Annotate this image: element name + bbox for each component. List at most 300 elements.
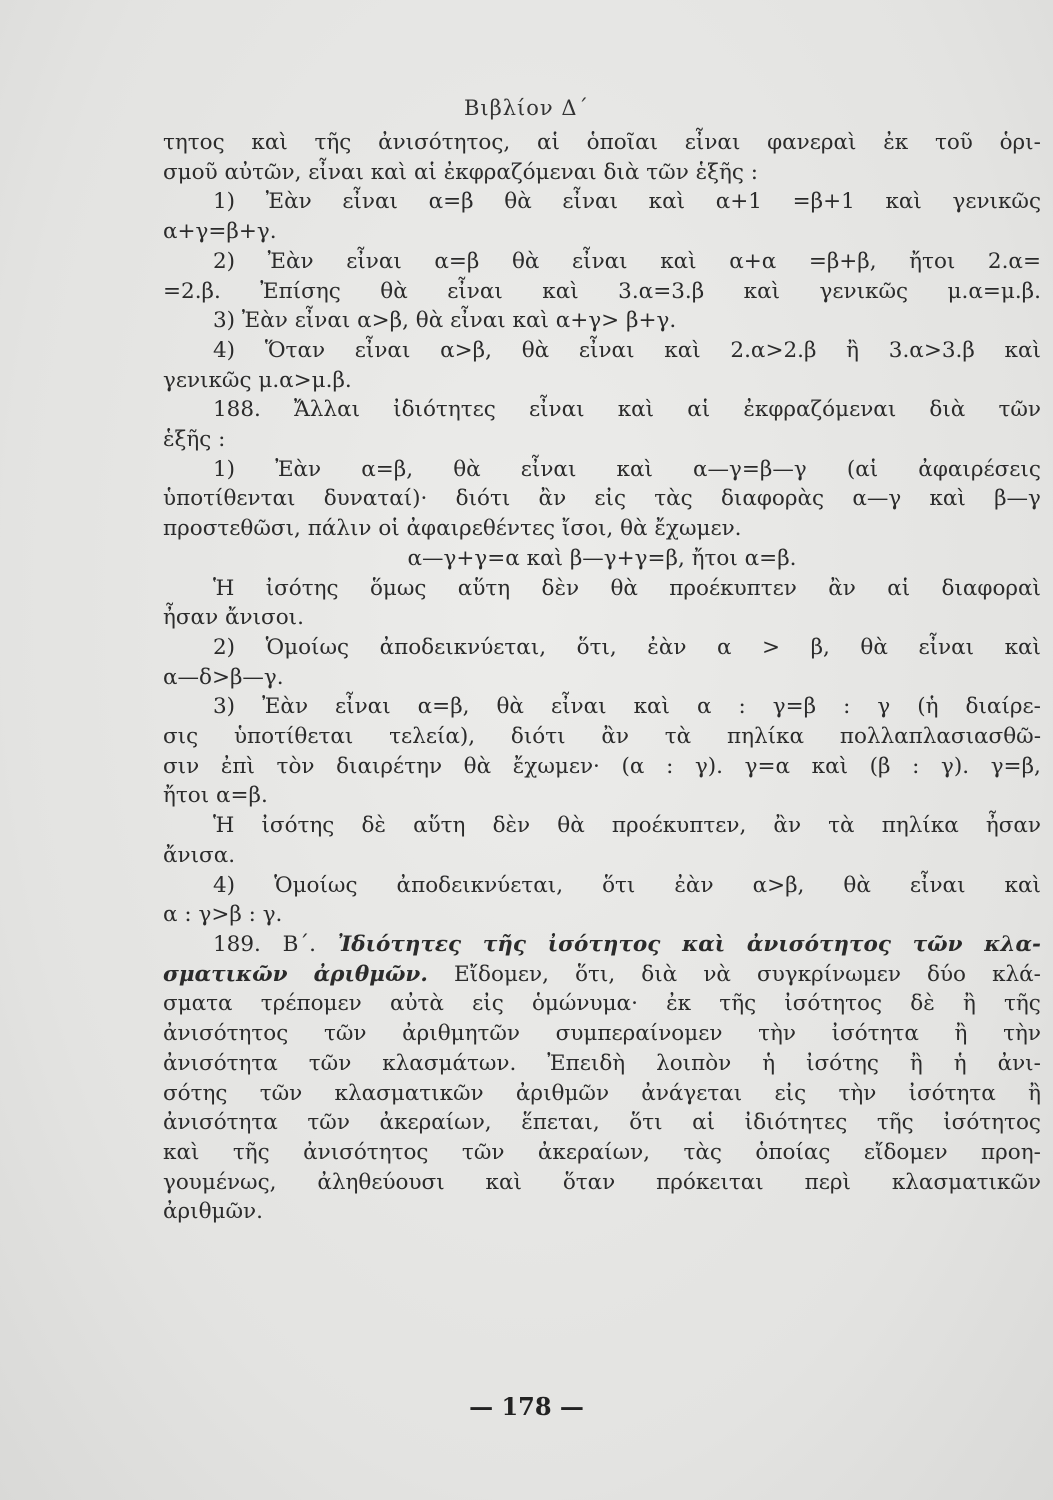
word: ὑποτίθεται: [233, 724, 354, 750]
word: α=β.: [216, 783, 268, 809]
word: εἶναι: [550, 694, 607, 720]
word: ἡ: [953, 1050, 967, 1076]
word: α: [716, 634, 732, 660]
text-line: [163, 1197, 1041, 1227]
word: 3): [213, 308, 236, 334]
word: καὶ: [811, 753, 849, 779]
word: αἱ: [887, 575, 911, 601]
word: ἂν: [773, 813, 802, 839]
word: :: [218, 427, 226, 453]
word: Ἐπίσης: [260, 278, 341, 304]
word: ἀνισότητος: [746, 931, 891, 957]
word: τελεία),: [389, 724, 476, 750]
word: ὁμώνυμα·: [531, 991, 638, 1017]
word: κλασμάτων.: [382, 1050, 517, 1076]
word: κλά-: [992, 961, 1041, 987]
word: σιν: [163, 753, 200, 779]
word: καὶ: [660, 248, 697, 274]
word: λοιπὸν: [656, 1050, 732, 1076]
word: ἀριθμῶν.: [313, 961, 428, 987]
word: εἶναι: [572, 248, 628, 274]
word: καὶ: [1004, 634, 1041, 660]
word: τῆς: [719, 991, 757, 1017]
word: ἐὰν: [647, 634, 687, 660]
word: καὶ: [485, 1169, 522, 1195]
word: ὁρι-: [999, 130, 1041, 155]
word: καὶ: [664, 337, 701, 363]
word: εἶναι: [354, 337, 411, 363]
word: καὶ: [885, 189, 922, 215]
word: συμπεραίνομεν: [555, 1021, 723, 1047]
word: ὁποῖαι: [586, 130, 659, 155]
word: δύο: [927, 961, 966, 987]
text-line: [163, 841, 1041, 871]
word: γ: [877, 694, 891, 720]
word: α—γ: [852, 486, 902, 512]
word: διαίρε-: [965, 694, 1041, 720]
word: ἰσότητα: [831, 1021, 919, 1047]
word: αἱ: [413, 159, 437, 185]
word: ἐκφραζόμεναι: [443, 159, 597, 185]
word: 2.α=: [987, 248, 1041, 274]
word: α>β,: [357, 308, 409, 334]
word: καὶ: [526, 545, 564, 571]
word: Ὅταν: [264, 337, 326, 363]
word: δὲν: [492, 813, 531, 839]
word: τῆς: [482, 931, 527, 957]
text-line: [163, 1019, 1041, 1049]
word: ἦσαν: [163, 605, 219, 631]
word: :: [248, 902, 256, 928]
word: α+1: [715, 189, 762, 215]
word: καὶ: [251, 130, 288, 155]
word: τὸν: [276, 753, 315, 779]
word: ἐὰν: [674, 872, 714, 898]
word: γενικῶς: [952, 189, 1041, 215]
word: Ἐὰν: [241, 308, 288, 334]
page-body-text: [163, 128, 1041, 1227]
word: τῶν: [259, 1080, 303, 1106]
page-number: — 178 —: [469, 1392, 584, 1421]
word: ἀνάγεται: [641, 1080, 743, 1106]
word: ἀνισότητος: [163, 1021, 289, 1047]
word: γ).: [694, 753, 724, 779]
word: 189.: [213, 931, 261, 957]
word: ἀποδεικνύεται,: [379, 634, 547, 660]
word: 2): [213, 248, 236, 274]
word: α—δ>β—γ.: [163, 664, 284, 690]
word: εἶναι: [578, 337, 635, 363]
word: ἤτοι: [163, 783, 210, 809]
word: ὁποίας: [755, 1139, 831, 1165]
word: θὰ: [610, 575, 638, 601]
word: θὰ: [463, 753, 492, 779]
word: :: [912, 753, 920, 779]
word: θὰ: [504, 189, 532, 215]
word: εἶναι: [346, 248, 402, 274]
word: Ἡ: [213, 813, 235, 839]
word: προέκυπτεν,: [611, 813, 747, 839]
word: Ἐὰν: [265, 189, 312, 215]
word: κλασματικῶν: [334, 1080, 484, 1106]
word: καὶ: [512, 308, 549, 334]
word: προη-: [981, 1139, 1041, 1165]
word: ἀνισότητα: [163, 1050, 278, 1076]
word: ἄνισοι.: [225, 605, 304, 631]
word: πηλίκα: [726, 724, 805, 750]
word: τὰ: [664, 724, 692, 750]
text-line: [163, 514, 1041, 544]
word: καὶ: [1004, 872, 1041, 898]
word: :: [666, 753, 674, 779]
text-line: [163, 544, 1041, 574]
word: Ἐὰν: [275, 456, 322, 482]
text-line: [163, 425, 1041, 455]
word: αὕτη: [413, 813, 466, 839]
word: καὶ: [616, 456, 653, 482]
word: διαφοραὶ: [941, 575, 1041, 601]
word: πηλίκα: [881, 813, 959, 839]
word: :: [184, 902, 192, 928]
text-line: [163, 811, 1041, 841]
word: αἱ: [692, 1110, 716, 1136]
word: β—γ: [994, 486, 1041, 512]
word: α=β: [434, 248, 480, 274]
word: 3.α>3.β: [888, 337, 975, 363]
text-line: [163, 484, 1041, 514]
word: εἰς: [472, 991, 504, 1017]
word: δὲ: [910, 991, 935, 1017]
word: ἐκ: [666, 991, 692, 1017]
word: ἰσότης: [265, 575, 339, 601]
text-line: [163, 781, 1041, 811]
text-line: [163, 128, 1041, 158]
word: τὴν: [1003, 1021, 1041, 1047]
word: διαφορὰς: [720, 486, 825, 512]
word: σμοῦ: [163, 159, 218, 185]
word: δὲν: [541, 575, 580, 601]
text-line: [163, 247, 1041, 277]
word: γ.: [262, 902, 283, 928]
word: ὅτι: [629, 1110, 663, 1136]
text-line: [163, 366, 1041, 396]
word: ἀνισότητος: [303, 1139, 429, 1165]
word: 2): [213, 634, 236, 660]
word: ἰσότητος: [547, 931, 661, 957]
word: 2.α>2.β: [730, 337, 817, 363]
text-line: [163, 455, 1041, 485]
text-line: [163, 633, 1041, 663]
text-line: [163, 930, 1041, 960]
text-line: [163, 187, 1041, 217]
word: προέκυπτεν: [669, 575, 797, 601]
word: (β: [869, 753, 891, 779]
word: ἢ: [962, 991, 976, 1017]
word: α>β,: [440, 337, 492, 363]
word: ἰσότητος: [784, 991, 883, 1017]
word: διὰ: [929, 397, 966, 423]
word: ἐκ: [883, 130, 909, 155]
word: (αἱ: [846, 456, 879, 482]
word: ἤτοι: [909, 248, 956, 274]
word: καὶ: [1004, 337, 1041, 363]
word: τῶν: [998, 397, 1041, 423]
word: ὅτι,: [576, 634, 617, 660]
word: ἐπὶ: [220, 753, 255, 779]
word: τητος: [163, 130, 225, 155]
word: αἱ: [687, 397, 711, 423]
word: γ=β,: [990, 753, 1041, 779]
word: ἂν: [828, 575, 856, 601]
word: 1): [213, 189, 236, 215]
word: γενικῶς: [163, 367, 252, 393]
word: 4): [213, 872, 236, 898]
word: ἢ: [1028, 1080, 1041, 1106]
word: εἶναι: [562, 189, 618, 215]
word: ἀνι-: [997, 1050, 1041, 1076]
word: ὅτι,: [575, 961, 616, 987]
word: εἰς: [774, 1080, 807, 1106]
word: β,: [810, 634, 830, 660]
word: Ἐπειδὴ: [547, 1050, 626, 1076]
word: εἴδομεν: [863, 1139, 948, 1165]
word: κλα-: [984, 931, 1041, 957]
word: τῶν: [461, 1139, 505, 1165]
word: Ἐὰν: [262, 694, 309, 720]
word: θὰ: [557, 813, 585, 839]
text-line: [163, 1049, 1041, 1079]
word: εἰς: [594, 486, 627, 512]
word: Ἰδιότητες: [337, 931, 462, 957]
word: 3): [213, 694, 236, 720]
word: καὶ: [617, 397, 655, 423]
word: Εἴδομεν,: [453, 961, 549, 987]
word: ὅταν: [562, 1169, 616, 1195]
word: διὰ: [641, 961, 678, 987]
word: α—γ+γ=α: [407, 545, 520, 571]
word: Β΄.: [282, 931, 316, 957]
word: εἶναι: [294, 308, 351, 334]
word: ἀφαιρεθέντες: [406, 516, 556, 542]
word: εἶναι: [447, 278, 503, 304]
word: τῆς: [232, 1139, 270, 1165]
word: τῆς: [314, 130, 352, 155]
word: ὑποτίθενται: [163, 486, 296, 512]
word: :: [738, 694, 746, 720]
word: τῶν: [307, 1110, 350, 1136]
text-line: [163, 900, 1041, 930]
word: Ἄλλαι: [294, 397, 361, 423]
text-line: [163, 1079, 1041, 1109]
word: εἶναι: [450, 308, 506, 334]
word: γ=α: [744, 753, 791, 779]
word: εἶναι: [684, 130, 741, 155]
word: Ὁμοίως: [274, 872, 358, 898]
word: τὰ: [828, 813, 855, 839]
word: α=β.: [744, 545, 797, 571]
word: ἡ: [762, 1050, 776, 1076]
word: δὲ: [361, 813, 386, 839]
text-line: [163, 663, 1041, 693]
word: διαιρέτην: [336, 753, 443, 779]
word: εἶναι: [308, 159, 364, 185]
word: (ἡ: [917, 694, 939, 720]
text-line: [163, 989, 1041, 1019]
text-line: [163, 395, 1041, 425]
word: ἰδιότητες: [393, 397, 496, 423]
word: διότι: [455, 486, 511, 512]
word: α+γ>: [555, 308, 620, 334]
word: ἰσότης: [806, 1050, 879, 1076]
word: =2.β.: [163, 278, 221, 304]
word: α>β,: [752, 872, 805, 898]
word: θὰ: [380, 278, 408, 304]
text-line: [163, 277, 1041, 307]
word: ἢ: [909, 1050, 923, 1076]
word: ἔχωμεν.: [654, 516, 742, 542]
text-line: [163, 574, 1041, 604]
word: τῆς: [1004, 991, 1041, 1017]
word: τῶν: [912, 931, 963, 957]
word: γ).: [941, 753, 970, 779]
text-line: [163, 1168, 1041, 1198]
text-line: [163, 158, 1041, 188]
word: α+γ=β+γ.: [163, 219, 277, 245]
word: (α: [621, 753, 645, 779]
word: ἢ: [954, 1021, 968, 1047]
text-line: [163, 1108, 1041, 1138]
word: κλασματικῶν: [891, 1169, 1041, 1195]
word: ἔχωμεν·: [512, 753, 600, 779]
word: 3.α=3.β: [618, 278, 705, 304]
word: ἀριθμῶν: [515, 1080, 610, 1106]
word: νὰ: [703, 961, 731, 987]
word: εἶναι: [342, 189, 398, 215]
running-header: Βιβλίον Δ΄: [463, 96, 590, 120]
word: Ὁμοίως: [265, 634, 350, 660]
word: προστεθῶσι,: [163, 516, 301, 542]
word: γ>β: [198, 902, 242, 928]
word: γουμένως,: [163, 1169, 277, 1195]
word: ἰσότητα: [908, 1080, 996, 1106]
text-line: [163, 336, 1041, 366]
word: Ἐὰν: [267, 248, 314, 274]
word: θὰ: [415, 308, 444, 334]
word: ἀνισότητα: [163, 1110, 278, 1136]
word: τῆς: [876, 1110, 914, 1136]
word: καὶ: [542, 278, 579, 304]
word: γ=β: [772, 694, 817, 720]
word: καὶ: [370, 159, 408, 185]
word: ἀληθεύουσι: [317, 1169, 445, 1195]
word: ὅμως: [369, 575, 427, 601]
word: εἶναι: [528, 397, 585, 423]
word: =β+β,: [808, 248, 877, 274]
word: σματικῶν: [163, 961, 288, 987]
word: εἶναι: [520, 456, 577, 482]
text-line: [163, 722, 1041, 752]
word: μ.α>μ.β.: [258, 367, 352, 393]
word: :: [843, 694, 851, 720]
word: θὰ: [620, 516, 648, 542]
word: σις: [163, 724, 199, 750]
word: τρέπομεν: [260, 991, 362, 1017]
word: ἂν: [601, 724, 629, 750]
word: διότι: [510, 724, 566, 750]
word: α=β,: [361, 456, 414, 482]
word: σότης: [163, 1080, 228, 1106]
word: δυναταί)·: [323, 486, 428, 512]
word: περὶ: [804, 1169, 851, 1195]
word: γενικῶς: [819, 278, 909, 304]
word: α=β,: [417, 694, 470, 720]
word: ἰδιότητες: [744, 1110, 848, 1136]
word: ἀνισότητος,: [378, 130, 511, 155]
word: α+α: [729, 248, 777, 274]
word: α: [696, 694, 712, 720]
word: ἰσότητος: [943, 1110, 1041, 1136]
word: ἕπεται,: [521, 1110, 600, 1136]
word: εἶναι: [335, 694, 391, 720]
word: τοῦ: [934, 130, 973, 155]
word: =β+1: [792, 189, 855, 215]
word: α—γ=β—γ: [693, 456, 807, 482]
text-line: [163, 603, 1041, 633]
word: καὶ: [633, 694, 670, 720]
word: Ἡ: [213, 575, 235, 601]
word: θὰ: [453, 456, 481, 482]
word: ἤτοι: [691, 545, 738, 571]
word: μ.α=μ.β.: [947, 278, 1041, 304]
text-line: [163, 871, 1041, 901]
word: αὕτη: [457, 575, 511, 601]
word: θὰ: [496, 694, 524, 720]
word: ἄνισα.: [163, 842, 236, 868]
word: φανεραὶ: [767, 130, 857, 155]
word: β—γ+γ=β,: [569, 545, 685, 571]
word: ἀποδεικνύεται,: [396, 872, 564, 898]
word: ἀριθμῶν.: [163, 1199, 263, 1225]
word: πάλιν: [307, 516, 372, 542]
word: ἴσοι,: [561, 516, 614, 542]
text-line: [163, 1138, 1041, 1168]
word: σματα: [163, 991, 233, 1017]
text-line: [163, 217, 1041, 247]
word: θὰ: [843, 872, 871, 898]
word: ἑξῆς: [695, 159, 744, 185]
word: ἦσαν: [985, 813, 1041, 839]
word: :: [750, 159, 759, 185]
word: θὰ: [860, 634, 888, 660]
word: 4): [213, 337, 236, 363]
word: τὴν: [758, 1021, 796, 1047]
word: πρόκειται: [656, 1169, 764, 1195]
word: θὰ: [521, 337, 550, 363]
word: καὶ: [682, 931, 726, 957]
word: β+γ.: [626, 308, 677, 334]
word: οἱ: [378, 516, 400, 542]
text-line: [163, 752, 1041, 782]
word: >: [762, 634, 781, 660]
word: καὶ: [163, 1139, 200, 1165]
word: τὰς: [683, 1139, 722, 1165]
word: τῶν: [323, 1021, 367, 1047]
word: α: [163, 902, 178, 928]
word: α=β: [428, 189, 474, 215]
word: καὶ: [648, 189, 686, 215]
word: τὰς: [654, 486, 693, 512]
word: αἱ: [536, 130, 560, 155]
